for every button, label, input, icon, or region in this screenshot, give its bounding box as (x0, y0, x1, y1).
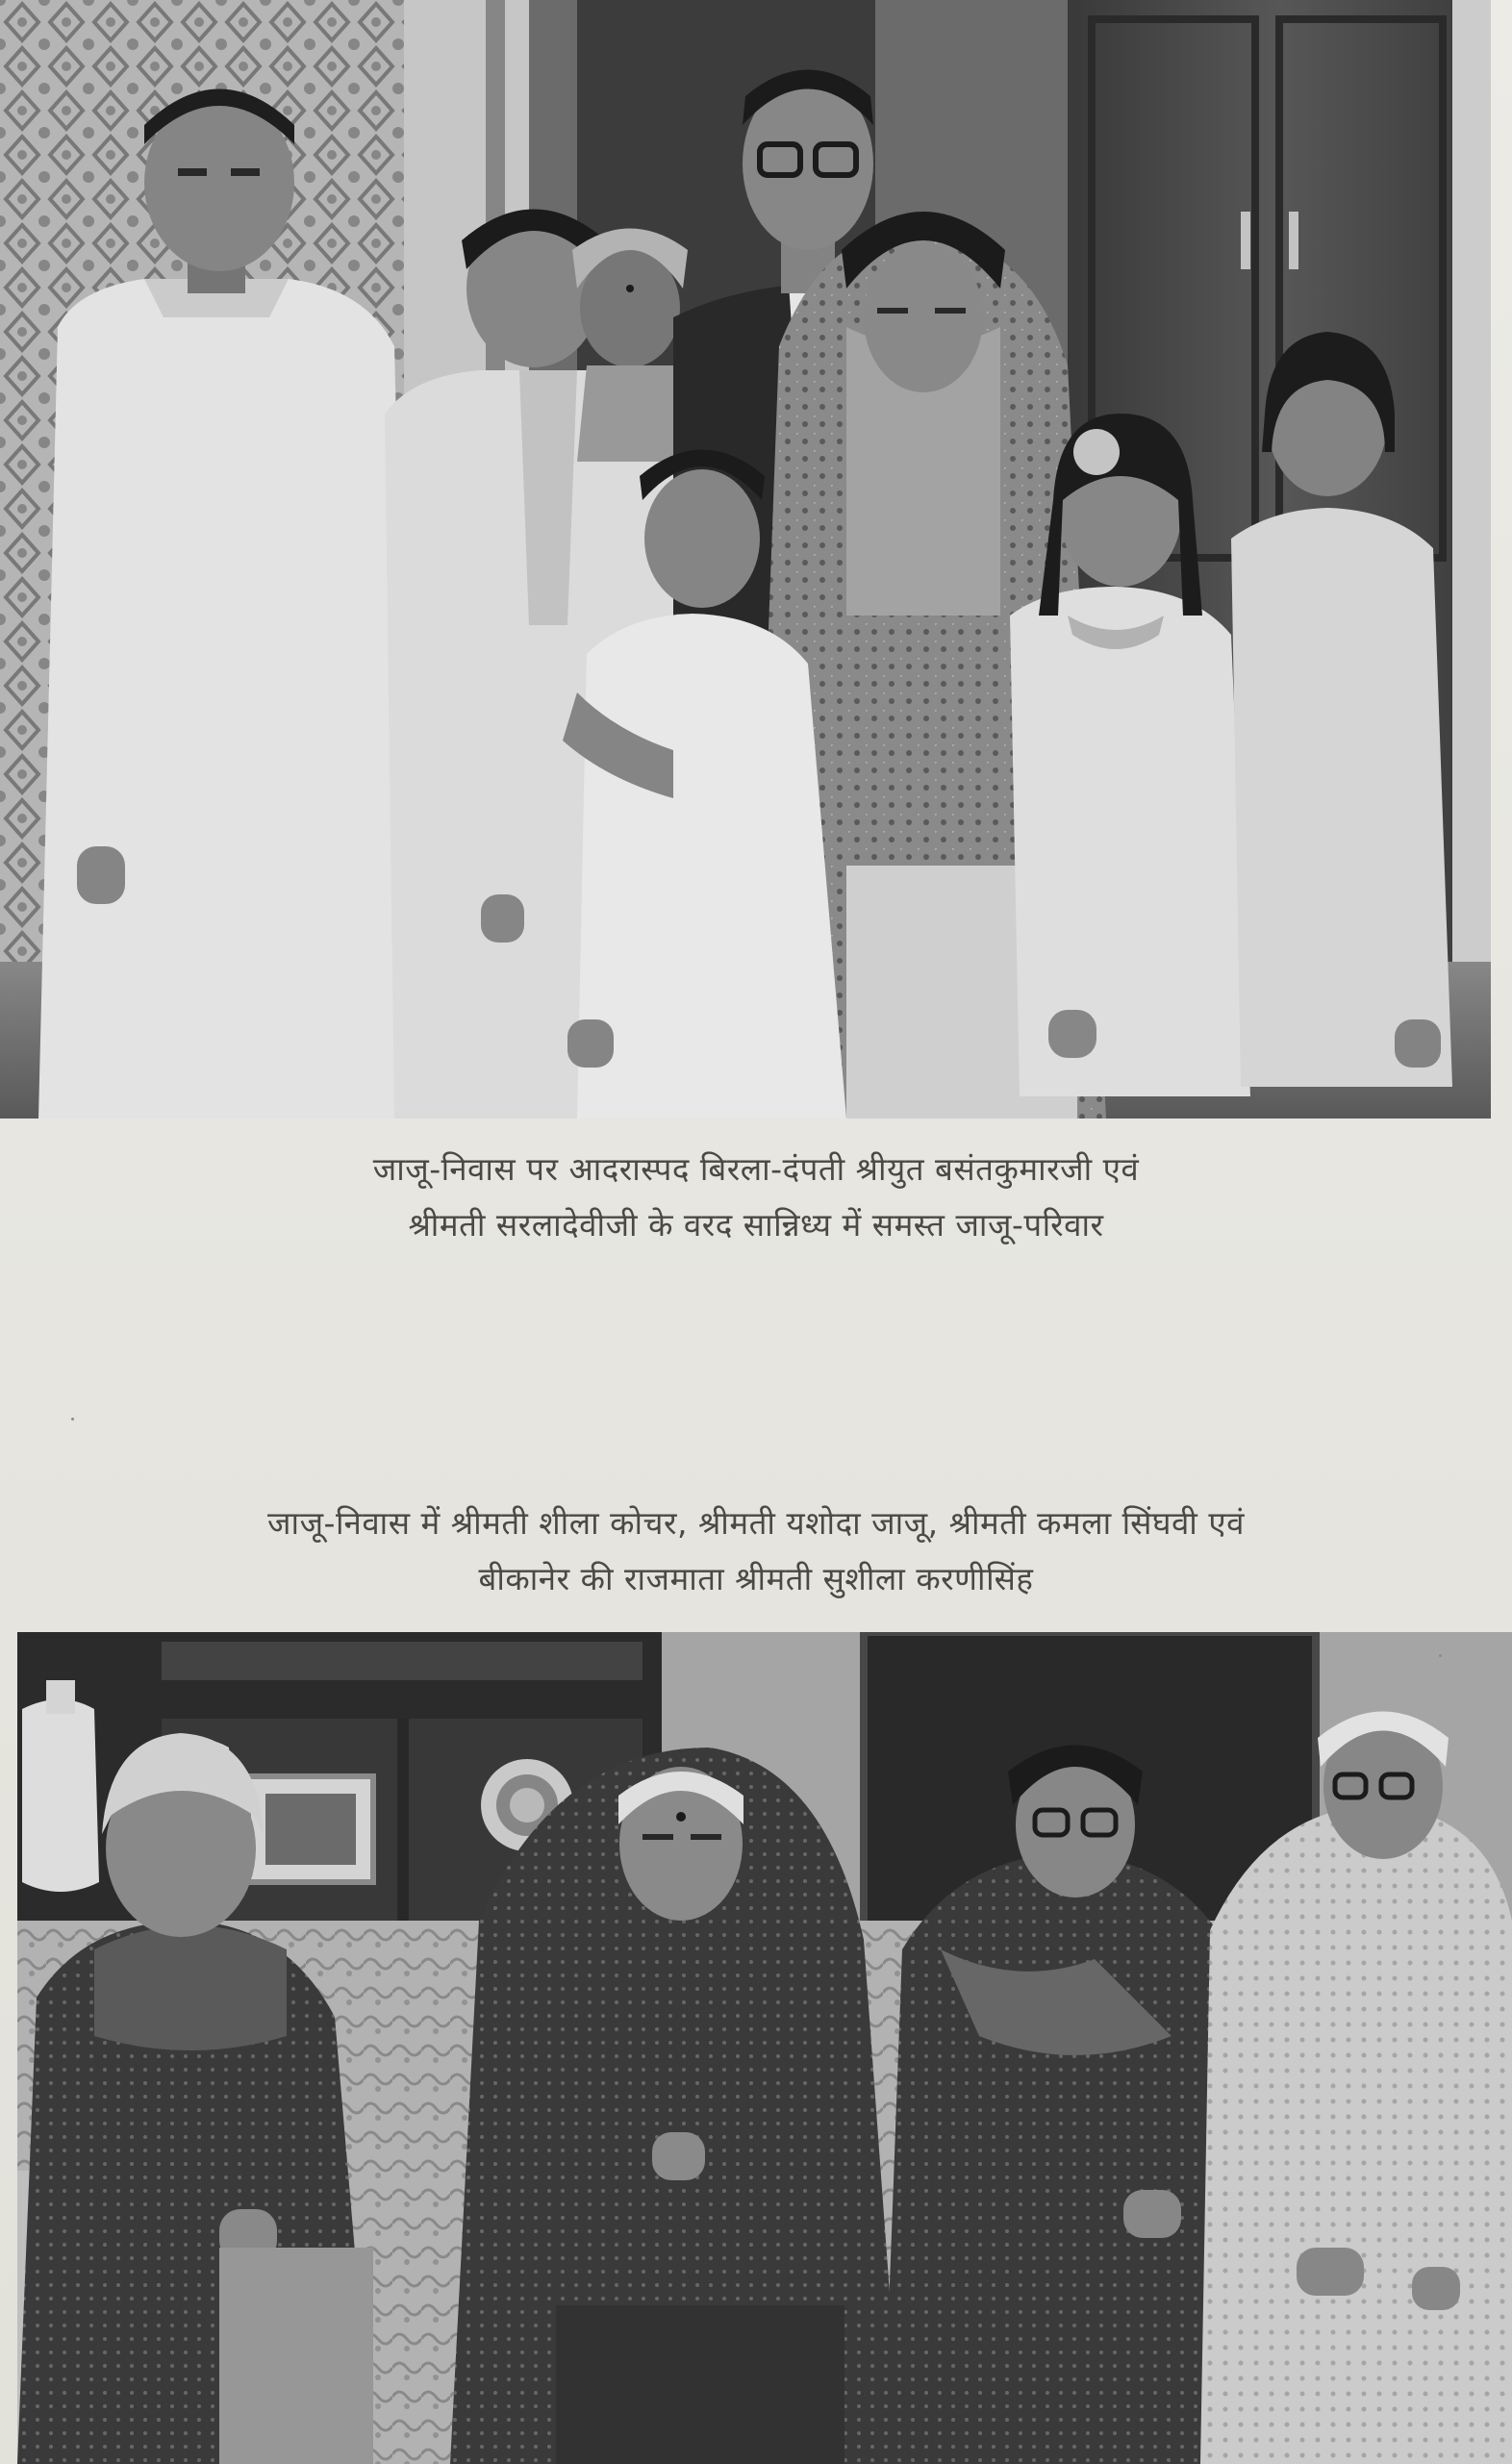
paper-speck (71, 1418, 74, 1421)
family-group-photo (0, 0, 1491, 1119)
ladies-photo-caption-line-2: बीकानेर की राजमाता श्रीमती सुशीला करणीसिंह (478, 1560, 1034, 1597)
ladies-group-photo-image (17, 1632, 1512, 2464)
ladies-photo-caption (0, 1496, 1512, 1607)
ladies-group-photo (17, 1632, 1512, 2464)
family-photo-caption (0, 1142, 1512, 1253)
ladies-photo-caption-line-1: जाजू-निवास में श्रीमती शीला कोचर, श्रीमती यशोदा जाजू, श्रीमती कमला सिंघवी एवं (267, 1504, 1245, 1542)
family-photo-caption-line-1: जाजू-निवास पर आदरास्पद बिरला-दंपती श्रीयुत बसंतकुमारजी एवं (372, 1150, 1140, 1188)
paper-speck (1439, 1654, 1442, 1657)
family-group-photo-image (0, 0, 1491, 1119)
family-photo-caption-line-2: श्रीमती सरलादेवीजी के वरद सान्निध्य में समस्त जाजू-परिवार (408, 1206, 1104, 1244)
